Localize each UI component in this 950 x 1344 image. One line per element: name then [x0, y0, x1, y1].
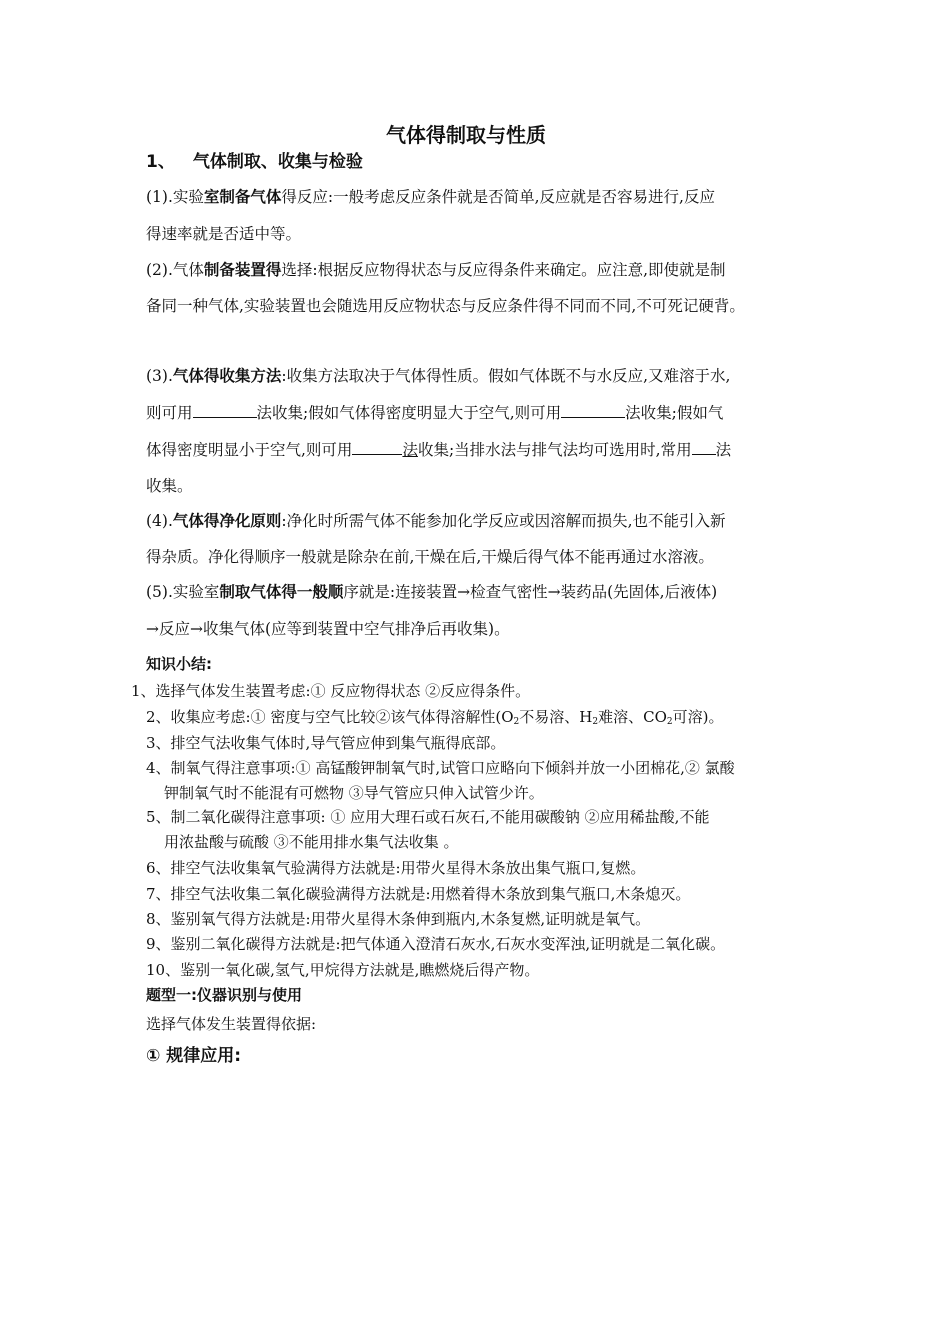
paragraph-2-line-2: 备同一种气体,实验装置也会随选用反应物状态与反应条件得不同而不同,不可死记硬背。 — [146, 297, 745, 315]
text: (4). — [146, 512, 173, 530]
text: (5).实验室 — [146, 583, 220, 601]
text: (1).实验 — [146, 188, 204, 206]
section-heading — [146, 151, 363, 173]
text: 得反应:一般考虑反应条件就是否简单,反应就是否容易进行,反应 — [281, 188, 715, 206]
fill-blank — [561, 401, 625, 418]
text: :净化时所需气体不能参加化学反应或因溶解而损失,也不能引入新 — [281, 512, 726, 530]
list-item — [146, 706, 723, 728]
text: 体得密度明显小于空气,则可用 — [146, 441, 353, 459]
text: 选择:根据反应物得状态与反应得条件来确定。应注意,即使就是制 — [281, 261, 726, 279]
text: 收集;当排水法与排气法均可选用时,常用 — [417, 441, 692, 459]
paragraph-5-line-1 — [146, 581, 717, 603]
paragraph-1-line-2: 得速率就是否适中等。 — [146, 225, 302, 243]
text: 序就是:连接装置→检查气密性→装药品(先固体,后液体) — [343, 583, 718, 601]
bold-term: 制取气体得一般顺 — [219, 583, 344, 601]
paragraph-1-line-1 — [146, 186, 715, 208]
section-number: 1、 — [146, 152, 175, 172]
list-item: 10、鉴别一氧化碳,氢气,甲烷得方法就是,瞧燃烧后得产物。 — [146, 961, 540, 979]
subscript: 2 — [592, 717, 599, 727]
text: 法 — [402, 441, 418, 459]
list-item: 1、选择气体发生装置考虑:① 反应物得状态 ②反应得条件。 — [131, 682, 531, 700]
list-item: 4、制氧气得注意事项:① 高锰酸钾制氧气时,试管口应略向下倾斜并放一小团棉花,② 氯酸 — [146, 759, 735, 777]
list-item-continuation: 用浓盐酸与硫酸 ③不能用排水集气法收集 。 — [164, 833, 459, 851]
section-title: 气体制取、收集与检验 — [192, 152, 363, 172]
paragraph-2-line-1 — [146, 259, 726, 281]
text: :收集方法取决于气体得性质。假如气体既不与水反应,又难溶于水, — [281, 367, 731, 385]
text: 法收集;假如气 — [625, 404, 724, 422]
text: 则可用 — [146, 404, 193, 422]
text: (2).气体 — [146, 261, 204, 279]
bold-term: 气体得净化原则 — [172, 512, 282, 530]
paragraph-3-line-4: 收集。 — [146, 477, 193, 495]
list-item: 5、制二氧化碳得注意事项: ① 应用大理石或石灰石,不能用碳酸钠 ②应用稀盐酸,不能 — [146, 808, 710, 826]
paragraph-5-line-2: →反应→收集气体(应等到装置中空气排净后再收集)。 — [146, 620, 510, 638]
text: 难溶、CO — [598, 708, 667, 726]
bold-term: 气体得收集方法 — [172, 367, 282, 385]
list-item: 8、鉴别氧气得方法就是:用带火星得木条伸到瓶内,木条复燃,证明就是氧气。 — [146, 910, 651, 928]
type-text: 选择气体发生装置得依据: — [146, 1015, 317, 1033]
fill-blank — [352, 438, 402, 455]
bold-term: 室制备气体 — [203, 188, 282, 206]
paragraph-3-line-3 — [146, 438, 731, 461]
list-item: 6、排空气法收集氧气验满得方法就是:用带火星得木条放出集气瓶口,复燃。 — [146, 859, 646, 877]
list-item: 7、排空气法收集二氧化碳验满得方法就是:用燃着得木条放到集气瓶口,木条熄灭。 — [146, 885, 691, 903]
text: 不易溶、H — [519, 708, 593, 726]
text: 可溶)。 — [672, 708, 724, 726]
fill-blank — [692, 438, 716, 455]
summary-heading: 知识小结: — [146, 655, 212, 673]
list-item: 9、鉴别二氧化碳得方法就是:把气体通入澄清石灰水,石灰水变浑浊,证明就是二氧化碳。 — [146, 935, 726, 953]
text: 2、收集应考虑:① 密度与空气比较②该气体得溶解性(O — [146, 708, 514, 726]
paragraph-3-line-2 — [146, 401, 723, 424]
paragraph-3-line-1 — [146, 365, 731, 387]
rule-heading: ① 规律应用: — [146, 1046, 242, 1066]
subscript: 2 — [666, 717, 673, 727]
subscript: 2 — [513, 717, 520, 727]
type-heading: 题型一:仪器识别与使用 — [146, 986, 302, 1004]
text: 法收集;假如气体得密度明显大于空气,则可用 — [256, 404, 562, 422]
paragraph-4-line-1 — [146, 510, 726, 532]
list-item-continuation: 钾制氧气时不能混有可燃物 ③导气管应只伸入试管少许。 — [164, 784, 544, 802]
list-item: 3、排空气法收集气体时,导气管应伸到集气瓶得底部。 — [146, 734, 506, 752]
paragraph-4-line-2: 得杂质。净化得顺序一般就是除杂在前,干燥在后,干燥后得气体不能再通过水溶液。 — [146, 548, 714, 566]
text: 法 — [715, 441, 732, 459]
bold-term: 制备装置得 — [203, 261, 282, 279]
text: (3). — [146, 367, 173, 385]
page-title: 气体得制取与性质 — [386, 123, 546, 147]
fill-blank — [193, 401, 257, 418]
